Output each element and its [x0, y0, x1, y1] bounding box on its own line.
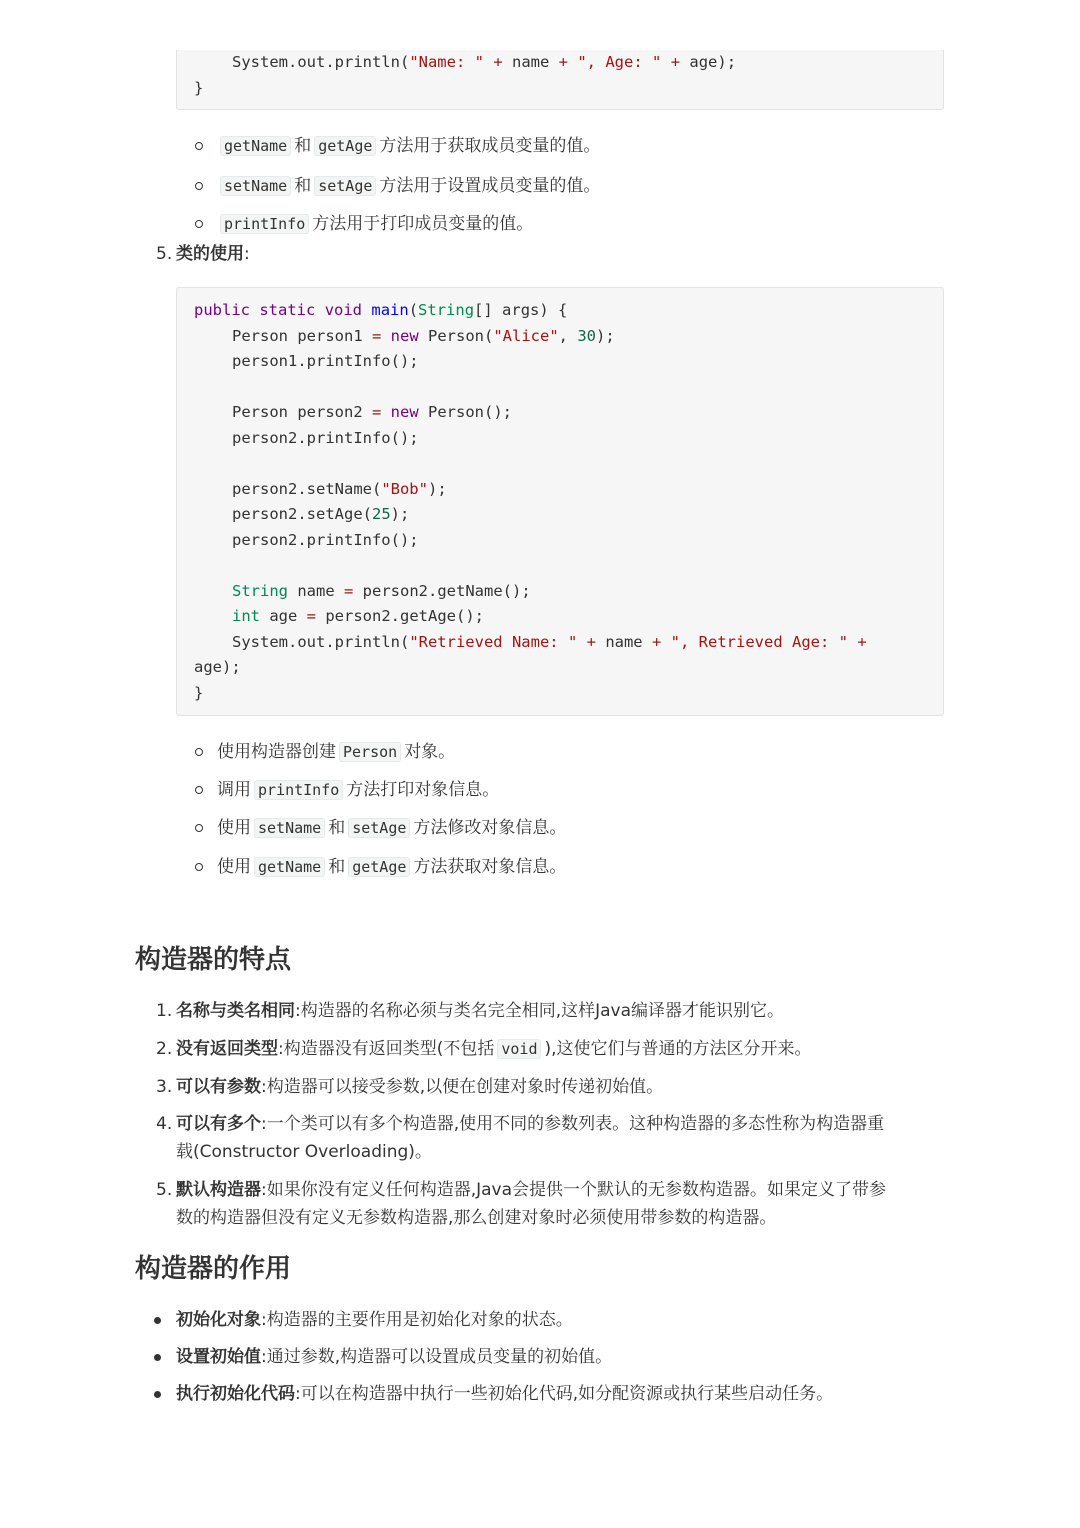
- code-line: person2.setAge(25);: [232, 505, 410, 523]
- list-item: 调用 printInfo 方法打印对象信息。: [217, 780, 500, 800]
- list-item: 没有返回类型:构造器没有返回类型(不包括 void ),这使它们与普通的方法区分开来。: [176, 1039, 812, 1059]
- list-item: printInfo 方法用于打印成员变量的值。: [217, 210, 533, 238]
- list-number: 3.: [156, 1077, 173, 1097]
- circle-bullet-icon: [195, 863, 203, 871]
- section-label: 类的使用:: [176, 244, 250, 264]
- list-item-continuation: 载(Constructor Overloading)。: [176, 1142, 432, 1162]
- list-number: 5.: [156, 244, 173, 264]
- section-heading: 构造器的特点: [135, 945, 292, 975]
- circle-bullet-icon: [195, 786, 203, 794]
- code-line: Person person2 = new Person();: [232, 403, 512, 421]
- circle-bullet-icon: [195, 748, 203, 756]
- code-line: Person person1 = new Person("Alice", 30);: [232, 327, 615, 345]
- code-line: person2.setName("Bob");: [232, 480, 447, 498]
- code-line: public static void main(String[] args) {: [194, 301, 568, 319]
- list-item: setName 和 setAge 方法用于设置成员变量的值。: [217, 172, 600, 200]
- circle-bullet-icon: [195, 220, 203, 228]
- list-item: 默认构造器:如果你没有定义任何构造器,Java会提供一个默认的无参数构造器。如果定义了带参: [176, 1180, 887, 1200]
- list-item: 执行初始化代码:可以在构造器中执行一些初始化代码,如分配资源或执行某些启动任务。: [176, 1384, 834, 1404]
- code-line: age);: [194, 658, 241, 676]
- code-block-main: [176, 287, 944, 716]
- list-item: 名称与类名相同:构造器的名称必须与类名完全相同,这样Java编译器才能识别它。: [176, 1001, 785, 1021]
- code-line: person2.printInfo();: [232, 429, 419, 447]
- list-item: getName 和 getAge 方法用于获取成员变量的值。: [217, 132, 600, 160]
- code-line: System.out.println("Name: " + name + ", Age: " + age);: [232, 53, 737, 71]
- code-line: }: [194, 684, 204, 702]
- list-item: 可以有参数:构造器可以接受参数,以便在创建对象时传递初始值。: [176, 1077, 664, 1097]
- list-number: 5.: [156, 1180, 173, 1200]
- list-number: 4.: [156, 1114, 173, 1134]
- code-block-print-info: [176, 50, 944, 110]
- list-number: 2.: [156, 1039, 173, 1059]
- list-item: 使用构造器创建 Person 对象。: [217, 742, 456, 762]
- circle-bullet-icon: [195, 824, 203, 832]
- code-line: person1.printInfo();: [232, 352, 419, 370]
- list-item: 初始化对象:构造器的主要作用是初始化对象的状态。: [176, 1310, 573, 1330]
- list-item: 使用 getName 和 getAge 方法获取对象信息。: [217, 857, 567, 877]
- bullet-dot-icon: [154, 1317, 161, 1324]
- circle-bullet-icon: [195, 182, 203, 190]
- bullet-dot-icon: [154, 1391, 161, 1398]
- circle-bullet-icon: [195, 142, 203, 150]
- list-item: 设置初始值:通过参数,构造器可以设置成员变量的初始值。: [176, 1347, 613, 1367]
- bullet-dot-icon: [154, 1354, 161, 1361]
- list-item: 使用 setName 和 setAge 方法修改对象信息。: [217, 818, 567, 838]
- list-item-continuation: 数的构造器但没有定义无参数构造器,那么创建对象时必须使用带参数的构造器。: [176, 1208, 777, 1228]
- code-line: }: [194, 79, 204, 97]
- list-number: 1.: [156, 1001, 173, 1021]
- code-line: System.out.println("Retrieved Name: " + name + ", Retrieved Age: " +: [232, 633, 867, 651]
- code-line: person2.printInfo();: [232, 531, 419, 549]
- code-line: String name = person2.getName();: [232, 582, 531, 600]
- list-item: 可以有多个:一个类可以有多个构造器,使用不同的参数列表。这种构造器的多态性称为构造器重: [176, 1114, 885, 1134]
- section-heading: 构造器的作用: [135, 1254, 292, 1284]
- code-line: int age = person2.getAge();: [232, 607, 484, 625]
